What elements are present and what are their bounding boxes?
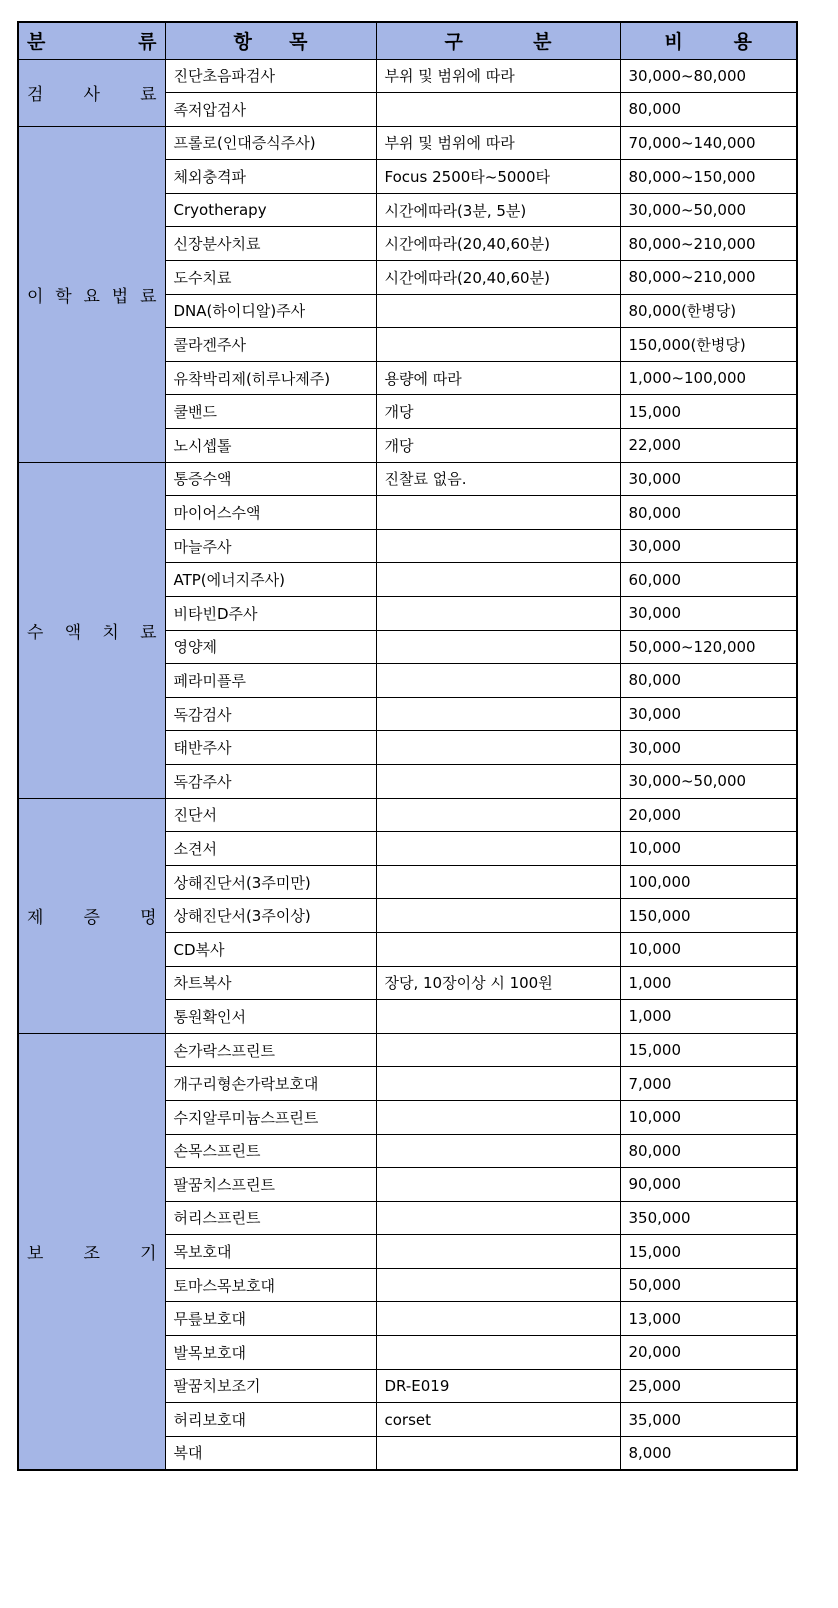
detail-cell: corset xyxy=(376,1403,620,1437)
cost-cell: 150,000(한병당) xyxy=(620,328,797,362)
cost-cell: 70,000~140,000 xyxy=(620,126,797,160)
item-cell: 손가락스프린트 xyxy=(165,1033,376,1067)
item-cell: 허리스프린트 xyxy=(165,1201,376,1235)
category-char: 학 xyxy=(55,286,72,307)
table-row xyxy=(18,798,797,832)
cost-cell: 80,000 xyxy=(620,93,797,127)
fee-table-body xyxy=(18,59,797,1470)
category-char: 치 xyxy=(102,622,119,643)
category-char: 요 xyxy=(83,286,100,307)
category-char: 수 xyxy=(27,622,44,643)
item-cell: 노시셉톨 xyxy=(165,429,376,463)
detail-cell xyxy=(376,1302,620,1336)
cost-cell: 80,000 xyxy=(620,496,797,530)
detail-cell xyxy=(376,1436,620,1470)
detail-cell xyxy=(376,294,620,328)
item-cell: 상해진단서(3주이상) xyxy=(165,899,376,933)
detail-cell xyxy=(376,1168,620,1202)
cost-cell: 80,000 xyxy=(620,1134,797,1168)
category-char: 검 xyxy=(27,85,44,106)
category-char: 기 xyxy=(140,1243,157,1264)
cost-cell: 8,000 xyxy=(620,1436,797,1470)
detail-cell xyxy=(376,1201,620,1235)
cost-cell: 15,000 xyxy=(620,395,797,429)
item-cell: 독감검사 xyxy=(165,697,376,731)
category-char: 조 xyxy=(83,1243,100,1264)
item-cell: 페라미플루 xyxy=(165,664,376,698)
cost-cell: 25,000 xyxy=(620,1369,797,1403)
category-cell xyxy=(18,1033,165,1470)
header-item-char: 항 xyxy=(233,31,252,54)
item-cell: 발목보호대 xyxy=(165,1336,376,1370)
category-cell xyxy=(18,462,165,798)
cost-cell: 15,000 xyxy=(620,1235,797,1269)
cost-cell: 1,000~100,000 xyxy=(620,361,797,395)
cost-cell: 50,000 xyxy=(620,1268,797,1302)
cost-cell: 20,000 xyxy=(620,798,797,832)
item-cell: 쿨밴드 xyxy=(165,395,376,429)
cost-cell: 80,000~210,000 xyxy=(620,261,797,295)
cost-cell: 30,000~50,000 xyxy=(620,193,797,227)
item-cell: 진단초음파검사 xyxy=(165,59,376,93)
table-row xyxy=(18,126,797,160)
category-cell xyxy=(18,59,165,126)
item-cell: 허리보호대 xyxy=(165,1403,376,1437)
cost-cell: 80,000~150,000 xyxy=(620,160,797,194)
header-row xyxy=(18,22,797,59)
detail-cell xyxy=(376,1100,620,1134)
table-row xyxy=(18,59,797,93)
item-cell: 개구리형손가락보호대 xyxy=(165,1067,376,1101)
category-char: 제 xyxy=(27,908,44,929)
item-cell: 수지알루미늄스프린트 xyxy=(165,1100,376,1134)
cost-cell: 22,000 xyxy=(620,429,797,463)
category-char: 료 xyxy=(140,85,157,106)
category-char: 료 xyxy=(140,286,157,307)
header-item xyxy=(165,22,376,59)
cost-cell: 35,000 xyxy=(620,1403,797,1437)
item-cell: 태반주사 xyxy=(165,731,376,765)
cost-cell: 30,000 xyxy=(620,597,797,631)
detail-cell xyxy=(376,496,620,530)
category-char: 법 xyxy=(111,286,129,307)
item-cell: 마이어스수액 xyxy=(165,496,376,530)
item-cell: 무릎보호대 xyxy=(165,1302,376,1336)
category-char: 증 xyxy=(83,908,100,929)
detail-cell xyxy=(376,899,620,933)
item-cell: 상해진단서(3주미만) xyxy=(165,865,376,899)
cost-cell: 350,000 xyxy=(620,1201,797,1235)
item-cell: 신장분사치료 xyxy=(165,227,376,261)
fee-table xyxy=(17,21,798,1471)
detail-cell xyxy=(376,328,620,362)
cost-cell: 100,000 xyxy=(620,865,797,899)
item-cell: 체외충격파 xyxy=(165,160,376,194)
item-cell: 소견서 xyxy=(165,832,376,866)
cost-cell: 30,000 xyxy=(620,731,797,765)
detail-cell xyxy=(376,832,620,866)
detail-cell xyxy=(376,1268,620,1302)
header-cost-char: 비 xyxy=(664,31,683,54)
header-detail-char: 구 xyxy=(444,31,463,54)
category-char: 사 xyxy=(83,85,100,106)
detail-cell xyxy=(376,731,620,765)
detail-cell xyxy=(376,865,620,899)
item-cell: Cryotherapy xyxy=(165,193,376,227)
cost-cell: 1,000 xyxy=(620,966,797,1000)
item-cell: 유착박리제(히루나제주) xyxy=(165,361,376,395)
detail-cell: 개당 xyxy=(376,429,620,463)
item-cell: 마늘주사 xyxy=(165,529,376,563)
detail-cell xyxy=(376,932,620,966)
cost-cell: 80,000 xyxy=(620,664,797,698)
cost-cell: 7,000 xyxy=(620,1067,797,1101)
item-cell: 통증수액 xyxy=(165,462,376,496)
header-item-char: 목 xyxy=(289,31,308,54)
cost-cell: 30,000 xyxy=(620,462,797,496)
detail-cell xyxy=(376,697,620,731)
detail-cell xyxy=(376,1067,620,1101)
detail-cell: 부위 및 범위에 따라 xyxy=(376,59,620,93)
item-cell: 비타빈D주사 xyxy=(165,597,376,631)
item-cell: 토마스목보호대 xyxy=(165,1268,376,1302)
item-cell: 손목스프린트 xyxy=(165,1134,376,1168)
cost-cell: 60,000 xyxy=(620,563,797,597)
detail-cell: DR-E019 xyxy=(376,1369,620,1403)
table-row xyxy=(18,462,797,496)
detail-cell: 부위 및 범위에 따라 xyxy=(376,126,620,160)
detail-cell xyxy=(376,664,620,698)
item-cell: 차트복사 xyxy=(165,966,376,1000)
cost-cell: 50,000~120,000 xyxy=(620,630,797,664)
item-cell: 족저압검사 xyxy=(165,93,376,127)
detail-cell xyxy=(376,93,620,127)
item-cell: 진단서 xyxy=(165,798,376,832)
item-cell: 영양제 xyxy=(165,630,376,664)
cost-cell: 10,000 xyxy=(620,932,797,966)
item-cell: 목보호대 xyxy=(165,1235,376,1269)
cost-cell: 80,000(한병당) xyxy=(620,294,797,328)
header-category-char: 분 xyxy=(27,31,46,54)
cost-cell: 10,000 xyxy=(620,832,797,866)
detail-cell xyxy=(376,1134,620,1168)
category-char: 료 xyxy=(140,622,157,643)
item-cell: 콜라겐주사 xyxy=(165,328,376,362)
detail-cell: 시간에따라(20,40,60분) xyxy=(376,227,620,261)
item-cell: CD복사 xyxy=(165,932,376,966)
category-char: 이 xyxy=(27,286,44,307)
cost-cell: 30,000~80,000 xyxy=(620,59,797,93)
item-cell: 복대 xyxy=(165,1436,376,1470)
item-cell: DNA(하이디알)주사 xyxy=(165,294,376,328)
cost-cell: 30,000 xyxy=(620,697,797,731)
item-cell: 도수치료 xyxy=(165,261,376,295)
header-cost xyxy=(620,22,797,59)
detail-cell: 개당 xyxy=(376,395,620,429)
category-char: 보 xyxy=(27,1243,44,1264)
category-cell xyxy=(18,126,165,462)
detail-cell: 진찰료 없음. xyxy=(376,462,620,496)
header-detail-char: 분 xyxy=(533,31,552,54)
table-row xyxy=(18,1033,797,1067)
item-cell: ATP(에너지주사) xyxy=(165,563,376,597)
cost-cell: 13,000 xyxy=(620,1302,797,1336)
detail-cell xyxy=(376,798,620,832)
cost-cell: 1,000 xyxy=(620,1000,797,1034)
header-category xyxy=(18,22,165,59)
detail-cell xyxy=(376,1033,620,1067)
detail-cell: 시간에따라(20,40,60분) xyxy=(376,261,620,295)
cost-cell: 20,000 xyxy=(620,1336,797,1370)
item-cell: 팔꿈치스프린트 xyxy=(165,1168,376,1202)
cost-cell: 30,000~50,000 xyxy=(620,764,797,798)
cost-cell: 30,000 xyxy=(620,529,797,563)
cost-cell: 15,000 xyxy=(620,1033,797,1067)
cost-cell: 90,000 xyxy=(620,1168,797,1202)
cost-cell: 80,000~210,000 xyxy=(620,227,797,261)
detail-cell xyxy=(376,529,620,563)
detail-cell: 용량에 따라 xyxy=(376,361,620,395)
item-cell: 팔꿈치보조기 xyxy=(165,1369,376,1403)
detail-cell xyxy=(376,764,620,798)
item-cell: 프롤로(인대증식주사) xyxy=(165,126,376,160)
detail-cell: Focus 2500타~5000타 xyxy=(376,160,620,194)
category-char: 액 xyxy=(64,622,82,643)
detail-cell xyxy=(376,1336,620,1370)
detail-cell xyxy=(376,563,620,597)
cost-cell: 150,000 xyxy=(620,899,797,933)
detail-cell: 시간에따라(3분, 5분) xyxy=(376,193,620,227)
header-category-char: 류 xyxy=(138,31,157,54)
cost-cell: 10,000 xyxy=(620,1100,797,1134)
header-cost-char: 용 xyxy=(733,31,752,54)
detail-cell: 장당, 10장이상 시 100원 xyxy=(376,966,620,1000)
item-cell: 통원확인서 xyxy=(165,1000,376,1034)
header-detail xyxy=(376,22,620,59)
detail-cell xyxy=(376,1000,620,1034)
category-char: 명 xyxy=(140,908,157,929)
detail-cell xyxy=(376,630,620,664)
item-cell: 독감주사 xyxy=(165,764,376,798)
category-cell xyxy=(18,798,165,1033)
detail-cell xyxy=(376,597,620,631)
detail-cell xyxy=(376,1235,620,1269)
